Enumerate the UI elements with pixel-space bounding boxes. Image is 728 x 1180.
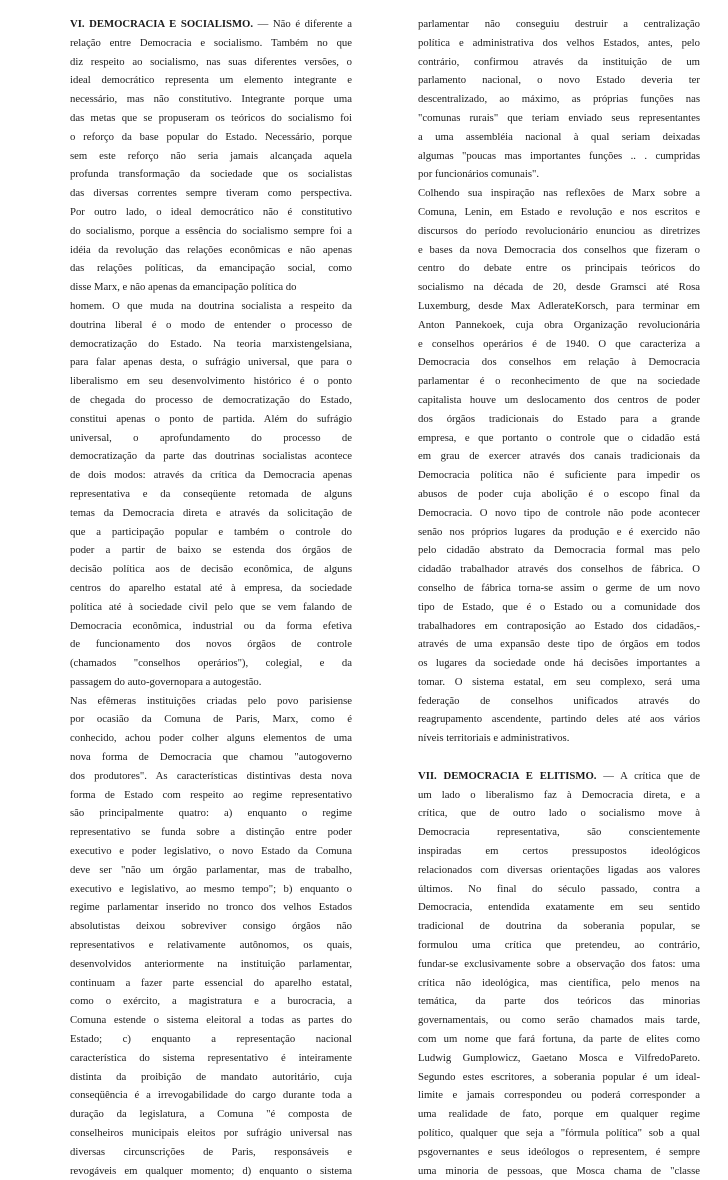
line-text: político, qualquer que seja a "fórmula política" sob a qual	[418, 1127, 700, 1140]
line-text: limite e jamais correspondeu ou poderá corresponder a	[418, 1089, 700, 1102]
text-line	[70, 53, 352, 72]
line-text: tomar. O sistema estatal, em seu complexo, será uma	[418, 675, 700, 688]
line-text: de funcionamento dos novos órgãos de controle	[70, 638, 352, 651]
line-text: discursos do período revolucionário enunciou as diretrizes	[418, 224, 700, 237]
text-line	[418, 1086, 700, 1105]
text-line	[418, 804, 700, 823]
text-line	[418, 955, 700, 974]
line-text: conseqüência é a irrevogabilidade do cargo durante toda a	[70, 1089, 352, 1102]
line-text: algumas "poucas mas importantes funções .. . cumpridas	[418, 149, 700, 162]
line-text: de dois modos: através da crítica da Democracia apenas	[70, 469, 352, 482]
text-line	[70, 861, 352, 880]
line-text: dos órgãos tradicionais do Estado para a grande	[418, 412, 700, 425]
text-line	[70, 635, 352, 654]
text-line	[418, 974, 700, 993]
line-text: Democracia dos conselhos em relação à Democracia	[418, 356, 700, 369]
text-line	[418, 504, 700, 523]
line-text: trabalhadores em contraposição ao Estado dos cidadãos,-	[418, 619, 700, 632]
text-line	[70, 335, 352, 354]
line-text: disse Marx, e não apenas da emancipação política do	[70, 281, 297, 294]
text-line	[418, 673, 700, 692]
text-line	[70, 917, 352, 936]
text-line	[418, 222, 700, 241]
text-line	[418, 109, 700, 128]
line-text: crítica não ideológica, mas científica, pelo menos na	[418, 976, 700, 989]
text-line	[418, 692, 700, 711]
text-line	[70, 259, 352, 278]
text-line	[70, 523, 352, 542]
line-text: formulou uma crítica que pretendeu, ao contrário,	[418, 939, 700, 952]
line-text: das diversas correntes sempre tiveram como perspectiva.	[70, 187, 352, 200]
line-text: socialismo na década de 20, desde Gramsci até Rosa	[418, 281, 700, 294]
line-text: através de uma expansão deste tipo de órgãos em todos	[418, 638, 700, 651]
text-line	[418, 15, 700, 34]
text-line	[70, 372, 352, 391]
text-line	[70, 109, 352, 128]
text-line	[418, 241, 700, 260]
line-text: temas da Democracia direta e através da solicitação de	[70, 506, 352, 519]
text-line	[70, 786, 352, 805]
text-line	[418, 1049, 700, 1068]
line-text: por ocasião da Comuna de Paris, Marx, como é	[70, 713, 352, 726]
line-text: política e administrativa dos velhos Estados, antes, pelo	[418, 36, 700, 49]
text-line	[70, 823, 352, 842]
text-line	[70, 579, 352, 598]
text-line	[70, 1162, 352, 1180]
line-text: — A crítica que de	[596, 769, 700, 782]
line-text: Democracia. O novo tipo de controle não pode acontecer	[418, 506, 700, 519]
text-line	[418, 53, 700, 72]
text-line	[70, 485, 352, 504]
text-line	[70, 936, 352, 955]
text-line	[418, 654, 700, 673]
line-text: tipo de Estado, que é o Estado ou a comunidade dos	[418, 600, 700, 613]
line-text: universal, o aprofundamento do processo de	[70, 431, 352, 444]
line-text: diversas circunscrições de Paris, responsáveis e	[70, 1145, 352, 1158]
line-text: crítica, que de outro lado o socialismo move à	[418, 807, 700, 820]
line-text: reagrupamento ascendente, partindo deles até aos vários	[418, 713, 700, 726]
right-column	[418, 15, 700, 1180]
text-line	[418, 259, 700, 278]
line-text: uma minoria de pessoas, que Mosca chama de "classe	[418, 1164, 700, 1177]
line-text: cidadão trabalhador através dos conselhos de fábrica. O	[418, 563, 700, 576]
line-text: do socialismo, porque a essência do socialismo sempre foi a	[70, 224, 352, 237]
text-line	[70, 410, 352, 429]
text-line	[418, 786, 700, 805]
text-line	[418, 184, 700, 203]
line-text: Luxemburg, desde Max AdlerateKorsch, para terminar em	[418, 299, 700, 312]
text-line	[70, 710, 352, 729]
line-text: capitalista houve um deslocamento dos centros de poder	[418, 393, 700, 406]
line-text: democratização da parte das doutrinas socialistas acontece	[70, 450, 352, 463]
text-line	[70, 955, 352, 974]
line-text: Comuna, Lenin, em Estado e revolução e nos escritos e	[418, 205, 700, 218]
line-text: um lado o liberalismo faz à Democracia direta, e a	[418, 788, 700, 801]
text-line	[70, 34, 352, 53]
line-text: absolutistas deixou sobreviver consigo órgãos não	[70, 920, 352, 933]
text-line	[70, 241, 352, 260]
text-line	[70, 880, 352, 899]
line-text: os lugares da sociedade onde há decisões importantes a	[418, 657, 700, 670]
line-text: conselheiros municipais eleitos por sufrágio universal nas	[70, 1127, 352, 1140]
line-text: governamentais, ou como serão chamados mais tarde,	[418, 1014, 700, 1027]
line-text: para falar apenas desta, o sufrágio universal, que para o	[70, 356, 352, 369]
line-text: homem. O que muda na doutrina socialista a respeito da	[70, 299, 352, 312]
text-line	[418, 541, 700, 560]
text-line	[418, 523, 700, 542]
line-text: Por outro lado, o ideal democrático não é constitutivo	[70, 205, 352, 218]
line-text: distinta da proibição de mandato autoritário, cuja	[70, 1070, 352, 1083]
line-text: duração da legislatura, a Comuna "é composta de	[70, 1108, 352, 1121]
line-text: Estado; c) enquanto a representação nacional	[70, 1033, 352, 1046]
text-line	[418, 880, 700, 899]
blank-line	[418, 748, 700, 767]
line-text: com um nome que fará fortuna, da parte de elites como	[418, 1033, 700, 1046]
text-line	[418, 560, 700, 579]
line-text: são principalmente quatro: a) enquanto o regime	[70, 807, 352, 820]
line-text: parlamentar é o reconhecimento de que na sociedade	[418, 375, 700, 388]
text-line	[418, 147, 700, 166]
line-text: e bases da nova Democracia dos conselhos que fizeram o	[418, 243, 700, 256]
text-line	[418, 579, 700, 598]
line-text: empresa, e que portanto o controle que o cidadão está	[418, 431, 700, 444]
text-line	[418, 917, 700, 936]
text-line	[70, 560, 352, 579]
text-line	[418, 710, 700, 729]
text-line	[70, 203, 352, 222]
text-line	[70, 692, 352, 711]
line-text: senão nos próprios lugares da produção e é exercido não	[418, 525, 700, 538]
line-text: (chamados "conselhos operários"), colegial, e da	[70, 657, 352, 670]
line-text: revogáveis em qualquer momento; d) enquanto o sistema	[70, 1164, 352, 1177]
line-text: como o exército, a magistratura e a burocracia, a	[70, 995, 352, 1008]
text-line	[70, 147, 352, 166]
text-line	[70, 1105, 352, 1124]
text-line	[418, 898, 700, 917]
text-line	[70, 767, 352, 786]
text-line	[70, 447, 352, 466]
text-line	[418, 1143, 700, 1162]
text-line	[70, 391, 352, 410]
line-text: o reforço da base popular do Estado. Necessário, porque	[70, 130, 352, 143]
line-text: centro do debate entre os principais teóricos do	[418, 262, 700, 275]
line-text: liberalismo em seu desenvolvimento histórico é o ponto	[70, 375, 352, 388]
line-text: ideal democrático representa um elemento integrante e	[70, 74, 352, 87]
text-line	[418, 353, 700, 372]
text-line	[70, 297, 352, 316]
text-line	[70, 992, 352, 1011]
text-line	[70, 804, 352, 823]
text-line	[418, 335, 700, 354]
text-line	[418, 90, 700, 109]
text-line	[418, 297, 700, 316]
text-line	[70, 184, 352, 203]
text-line	[70, 974, 352, 993]
line-text: descentralizado, ao máximo, as próprias funções nas	[418, 93, 700, 106]
left-column	[70, 15, 352, 1180]
line-text: de chegada do processo de democratização do Estado,	[70, 393, 352, 406]
line-text: fundar-se exclusivamente sobre a observação dos fatos: uma	[418, 957, 700, 970]
line-text: a uma assembléia nacional à qual seriam deixadas	[418, 130, 700, 143]
line-text: e conselhos operários é de 1940. O que caracteriza a	[418, 337, 700, 350]
line-text: níveis territoriais e administrativos.	[418, 732, 570, 745]
line-text: necessário, mas não constitutivo. Integrante porque uma	[70, 93, 352, 106]
line-text: uma realidade de fato, porque em qualquer regime	[418, 1108, 700, 1121]
line-text: Ludwig Gumplowicz, Gaetano Mosca e VilfredoPareto.	[418, 1051, 700, 1064]
text-line	[70, 748, 352, 767]
text-line	[418, 410, 700, 429]
text-line	[70, 842, 352, 861]
line-text: continuam a fazer parte essencial do aparelho estatal,	[70, 976, 352, 989]
text-line	[70, 673, 352, 692]
text-line	[70, 353, 352, 372]
line-text: parlamento nacional, o novo Estado deveria ter	[418, 74, 700, 87]
text-line	[70, 429, 352, 448]
line-text: contrário, confirmou através da instituição de um	[418, 55, 700, 68]
line-text: democratização do Estado. Na teoria marxistengelsiana,	[70, 337, 352, 350]
text-line	[70, 278, 352, 297]
line-text: Anton Pannekoek, cuja obra Organização revolucionária	[418, 318, 700, 331]
line-text: relacionados com diversas orientações ligadas aos valores	[418, 863, 700, 876]
line-text: Democracia, entendida exatamente em seu sentido	[418, 901, 700, 914]
text-line	[70, 90, 352, 109]
text-line	[70, 1030, 352, 1049]
line-text: desenvolvidos anteriormente na instituição parlamentar,	[70, 957, 352, 970]
text-line	[418, 372, 700, 391]
line-text: últimos. No final do século passado, contra a	[418, 882, 700, 895]
line-text: passagem do auto-governopara a autogestão.	[70, 675, 262, 688]
text-line	[418, 447, 700, 466]
text-line	[418, 1162, 700, 1180]
text-line	[418, 617, 700, 636]
line-text: que a participação popular e também o controle do	[70, 525, 352, 538]
text-line	[70, 617, 352, 636]
text-line	[70, 598, 352, 617]
text-line	[70, 222, 352, 241]
line-text: conselho de fábrica torna-se assim o germe de um novo	[418, 581, 700, 594]
line-text: representativos e relativamente autônomos, os quais,	[70, 939, 352, 952]
text-line	[70, 165, 352, 184]
line-text: representativo se funda sobre a distinção entre poder	[70, 826, 352, 839]
line-text: federação de conselhos unificados através do	[418, 694, 700, 707]
line-text: Comuna estende o sistema eleitoral a todas as partes do	[70, 1014, 352, 1027]
line-text: temática, da parte dos teóricos das minorias	[418, 995, 700, 1008]
text-line	[418, 861, 700, 880]
text-line	[418, 278, 700, 297]
line-text: parlamentar não conseguiu destruir a centralização	[418, 18, 700, 30]
text-line	[418, 635, 700, 654]
line-text: característica do sistema representativo é inteiramente	[70, 1051, 352, 1064]
line-text: doutrina liberal é o modo de entender o processo de	[70, 318, 352, 331]
text-line	[418, 823, 700, 842]
line-text: deve ser "não um órgão parlamentar, mas de trabalho,	[70, 863, 352, 876]
line-text: diz respeito ao socialismo, nas suas diferentes versões, o	[70, 55, 352, 68]
line-text: Segundo estes escritores, a soberania popular é um ideal-	[418, 1070, 700, 1083]
text-line	[418, 1068, 700, 1087]
line-text: decisão política aos de decisão econômica, de alguns	[70, 563, 352, 576]
line-text: política até à sociedade civil pelo que se vem falando de	[70, 600, 352, 613]
text-line	[418, 128, 700, 147]
text-line	[418, 71, 700, 90]
text-line	[418, 466, 700, 485]
line-text: Democracia política não é suficiente para impedir os	[418, 469, 700, 482]
text-line	[70, 541, 352, 560]
text-line	[70, 1086, 352, 1105]
text-line	[418, 729, 700, 748]
line-text: inspiradas em certos pressupostos ideológicos	[418, 845, 700, 858]
section-heading: VII. DEMOCRACIA E ELITISMO.	[418, 769, 597, 782]
text-line	[418, 429, 700, 448]
section-heading: VI. DEMOCRACIA E SOCIALISMO.	[70, 18, 254, 30]
text-line	[70, 1143, 352, 1162]
line-text: das metas que se propuseram os teóricos do socialismo foi	[70, 111, 352, 124]
line-text: "comunas rurais" que teriam enviado seus representantes	[418, 111, 700, 124]
line-text: sem este reforço não seria jamais alcançada aquela	[70, 149, 352, 162]
text-line	[70, 466, 352, 485]
line-text: em grau de exercer através dos canais tradicionais da	[418, 450, 700, 463]
text-line	[70, 316, 352, 335]
line-text: Democracia representativa, são conscientemente	[418, 826, 700, 839]
line-text: centros do aparelho estatal até à empresa, da sociedade	[70, 581, 352, 594]
line-text: Colhendo sua inspiração nas reflexões de Marx sobre a	[418, 187, 700, 200]
line-text: poder a partir de baixo se estenda dos órgãos de	[70, 544, 352, 557]
text-line	[70, 504, 352, 523]
line-text: — Não é diferente a	[253, 18, 352, 30]
text-line	[418, 391, 700, 410]
text-line	[70, 729, 352, 748]
line-text: constitui apenas o ponto de partida. Além do sufrágio	[70, 412, 352, 425]
text-line	[70, 1011, 352, 1030]
text-line	[70, 1068, 352, 1087]
line-text: conhecido, achou poder colher alguns elementos de uma	[70, 732, 352, 745]
line-text: dos produtores". As características distintivas desta nova	[70, 769, 352, 782]
line-text: representativa e da conseqüente retomada de alguns	[70, 487, 352, 500]
line-text: profunda transformação da sociedade que os socialistas	[70, 168, 352, 181]
line-text: das relações políticas, da emancipação social, como	[70, 262, 352, 275]
text-line	[418, 598, 700, 617]
text-line	[418, 165, 700, 184]
line-text: regime parlamentar inserido no tronco dos velhos Estados	[70, 901, 352, 914]
line-text: nova forma de Democracia que chamou "autogoverno	[70, 751, 352, 764]
section-heading-line	[70, 15, 352, 34]
text-line	[418, 842, 700, 861]
text-line	[418, 485, 700, 504]
text-line	[418, 1011, 700, 1030]
text-line	[418, 1124, 700, 1143]
text-line	[418, 1030, 700, 1049]
text-line	[418, 1105, 700, 1124]
text-line	[70, 898, 352, 917]
text-line	[418, 34, 700, 53]
line-text: psgovernantes e seus ideólogos o representem, é sempre	[418, 1145, 700, 1158]
text-line	[70, 71, 352, 90]
line-text: por funcionários comunais".	[418, 168, 540, 181]
section-heading-line	[418, 767, 700, 786]
line-text: Democracia econômica, industrial ou da forma efetiva	[70, 619, 352, 632]
text-line	[70, 654, 352, 673]
text-line	[418, 203, 700, 222]
line-text: executivo e poder legislativo, o novo Estado da Comuna	[70, 845, 352, 858]
text-line	[70, 128, 352, 147]
line-text: executivo e legislativo, ao mesmo tempo"; b) enquanto o	[70, 882, 352, 895]
text-line	[70, 1049, 352, 1068]
text-line	[418, 316, 700, 335]
line-text: abusos de poder cuja abolição é o escopo final da	[418, 487, 700, 500]
line-text: Nas efêmeras instituições criadas pelo povo parisiense	[70, 694, 352, 707]
line-text: relação entre Democracia e socialismo. Também no que	[70, 36, 352, 49]
line-text: tradicional de doutrina da soberania popular, se	[418, 920, 700, 933]
text-line	[70, 1124, 352, 1143]
line-text: pelo cidadão abstrato da Democracia formal mas pelo	[418, 544, 700, 557]
text-line	[418, 936, 700, 955]
line-text: idéia da revolução das relações econômicas e não apenas	[70, 243, 352, 256]
text-line	[418, 992, 700, 1011]
line-text: forma de Estado com respeito ao regime representativo	[70, 788, 352, 801]
